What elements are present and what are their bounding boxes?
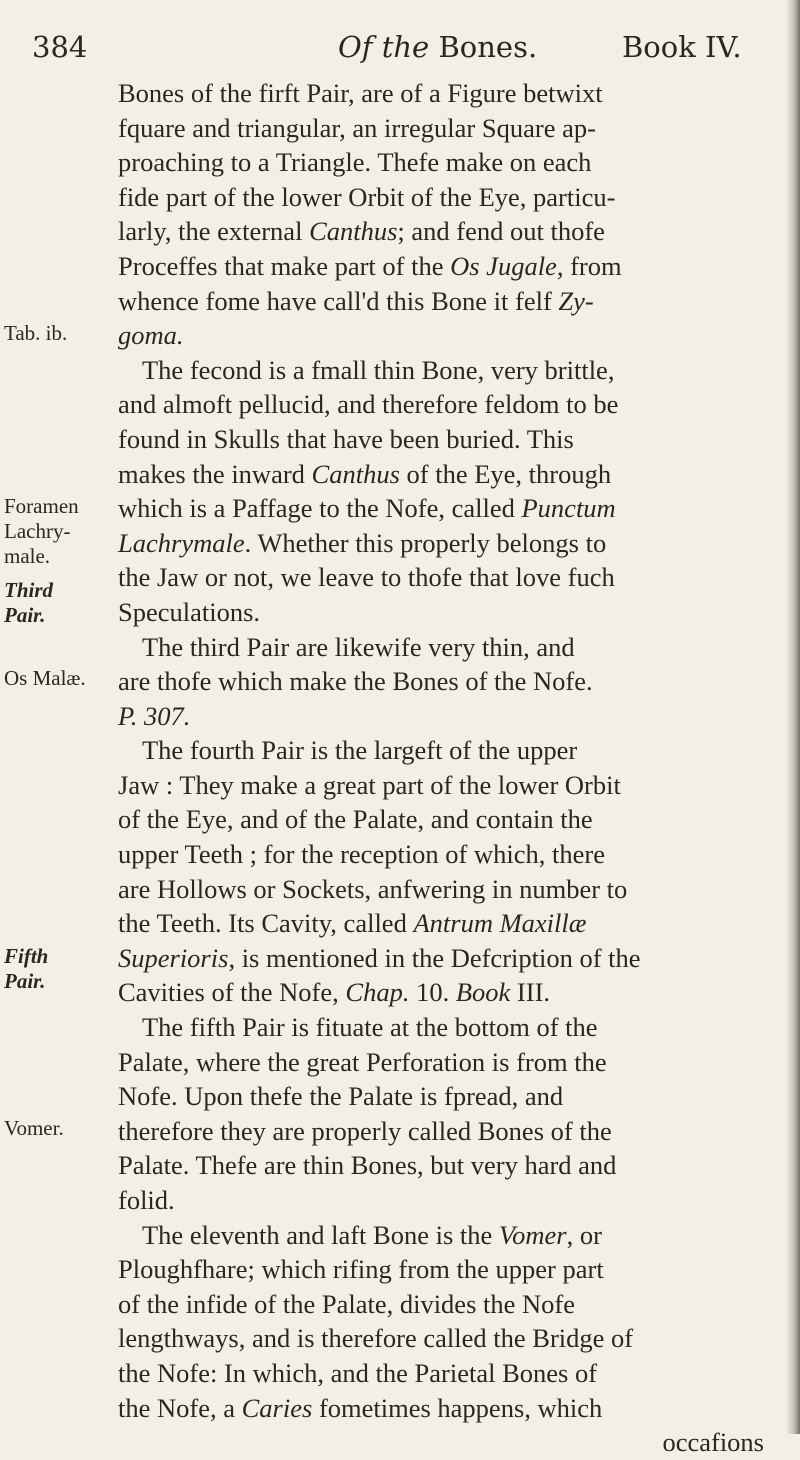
text-line: therefore they are properly called Bones of the <box>118 1115 612 1146</box>
page-edge-shadow <box>786 0 800 1434</box>
text-run: 10. <box>409 977 456 1008</box>
text-run-italic: Os Jugale <box>450 250 557 281</box>
text-line: goma. <box>118 320 184 351</box>
text-line: proaching to a Triangle. Thefe make on each <box>118 147 592 178</box>
text-line <box>118 526 774 561</box>
text-run-italic: Book <box>455 977 511 1008</box>
text-run: fometimes happens, which <box>312 1392 603 1423</box>
text-run: makes the inward <box>118 458 312 489</box>
text-run: of the Eye, through <box>399 458 612 489</box>
text-line <box>118 1218 774 1253</box>
text-run-italic: Punctum <box>521 493 616 524</box>
margin-note-third-pair <box>4 578 116 628</box>
text-run-italic: Zy- <box>558 285 594 316</box>
text-line: of the Eye, and of the Palate, and contain the <box>118 804 593 835</box>
text-line: are thofe which make the Bones of the Nofe. <box>118 666 593 697</box>
text-run-italic: Caries <box>241 1392 313 1423</box>
text-line: Palate. Thefe are thin Bones, but very hard and <box>118 1150 617 1181</box>
text-run: III. <box>510 977 551 1008</box>
text-line <box>118 491 774 526</box>
page-header <box>0 30 800 74</box>
text-run-italic: Canthus <box>309 216 398 247</box>
text-line: the Jaw or not, we leave to thofe that love fuch <box>118 562 615 593</box>
text-line: Palate, where the great Perforation is from the <box>118 1046 607 1077</box>
text-line: Bones of the firft Pair, are of a Figure betwixt <box>118 78 603 108</box>
page-number: 384 <box>32 30 88 64</box>
text-run: , from <box>556 250 622 281</box>
text-line: fide part of the lower Orbit of the Eye, particu- <box>118 181 616 212</box>
text-run: the Teeth. Its Cavity, called <box>118 908 414 939</box>
text-run: whence fome have call'd this Bone it felf <box>118 285 559 316</box>
text-run: Cavities of the Nofe, <box>118 977 346 1008</box>
text-line: The third Pair are likewife very thin, and <box>142 631 575 662</box>
margin-note-foramen-line-3: male. <box>4 544 51 568</box>
text-line <box>118 457 774 492</box>
text-line: Nofe. Upon thefe the Palate is fpread, and <box>118 1081 564 1112</box>
text-run: larly, the external <box>118 216 310 247</box>
text-run: , is mentioned in the Defcription of the <box>228 942 641 973</box>
margin-note-vomer: Vomer. <box>4 1116 64 1140</box>
running-title-rest: Bones. <box>429 30 538 64</box>
text-run: The eleventh and laft Bone is the <box>142 1219 499 1250</box>
text-line: The fifth Pair is fituate at the bottom of the <box>142 1012 598 1043</box>
book-reference: Book IV. <box>622 30 742 64</box>
text-line: lengthways, and is therefore called the Bridge of <box>118 1323 634 1354</box>
text-line <box>118 249 774 284</box>
margin-note-tab: Tab. ib. <box>4 321 68 345</box>
text-line: of the infide of the Palate, divides the Nofe <box>118 1288 575 1319</box>
margin-note-fifth-line-2: Pair. <box>4 969 46 993</box>
margin-note-third-line-2: Pair. <box>4 603 46 627</box>
text-line: The fourth Pair is the largeft of the upper <box>142 735 578 766</box>
text-run: the Nofe, a <box>118 1392 242 1423</box>
text-line: upper Teeth ; for the reception of which, there <box>118 839 605 870</box>
catchword: occafions <box>662 1427 764 1458</box>
margin-note-third-line-1: Third <box>4 578 54 602</box>
text-line <box>118 941 774 976</box>
text-run-italic: Chap. <box>345 977 410 1008</box>
text-run: Proceffes that make part of the <box>118 250 451 281</box>
text-line: are Hollows or Sockets, anfwering in number to <box>118 873 628 904</box>
margin-note-foramen-line-1: Foramen <box>4 494 79 518</box>
text-run-italic: Superioris <box>118 942 229 973</box>
text-run: which is a Paffage to the Nofe, called <box>118 493 522 524</box>
running-title <box>338 30 537 64</box>
text-line: the Nofe: In which, and the Parietal Bones of <box>118 1357 598 1388</box>
text-line <box>118 214 774 249</box>
text-line: Ploughfhare; which rifing from the upper part <box>118 1254 604 1285</box>
text-line: Jaw : They make a great part of the lower Orbit <box>118 769 621 800</box>
text-line: Speculations. <box>118 596 261 627</box>
text-line: found in Skulls that have been buried. This <box>118 423 574 454</box>
text-run-italic: Vomer <box>498 1219 567 1250</box>
text-run: , or <box>566 1219 602 1250</box>
text-line: and almoft pellucid, and therefore feldom to be <box>118 389 619 420</box>
text-run: ; and fend out thofe <box>397 216 605 247</box>
text-line <box>118 975 774 1010</box>
text-run-italic: Antrum Maxillæ <box>413 908 587 939</box>
text-line: The fecond is a fmall thin Bone, very brittle, <box>142 354 615 385</box>
text-line <box>118 1391 774 1426</box>
margin-note-fifth-pair <box>4 944 116 994</box>
text-run-italic: Lachrymale <box>118 527 245 558</box>
margin-note-foramen-line-2: Lachry- <box>4 519 71 543</box>
text-run: . Whether this properly belongs to <box>244 527 607 558</box>
text-line <box>118 284 774 319</box>
text-run-italic: Canthus <box>311 458 400 489</box>
running-title-italic: Of the <box>338 30 430 64</box>
text-line: fquare and triangular, an irregular Square ap- <box>118 112 596 143</box>
margin-note-fifth-line-1: Fifth <box>4 944 49 968</box>
text-line: P. 307. <box>118 700 191 731</box>
margin-note-foramen <box>4 494 116 569</box>
text-line: folid. <box>118 1185 175 1215</box>
text-line <box>118 906 774 941</box>
margin-note-os-malae: Os Malæ. <box>4 666 86 690</box>
body-text <box>118 76 774 1460</box>
